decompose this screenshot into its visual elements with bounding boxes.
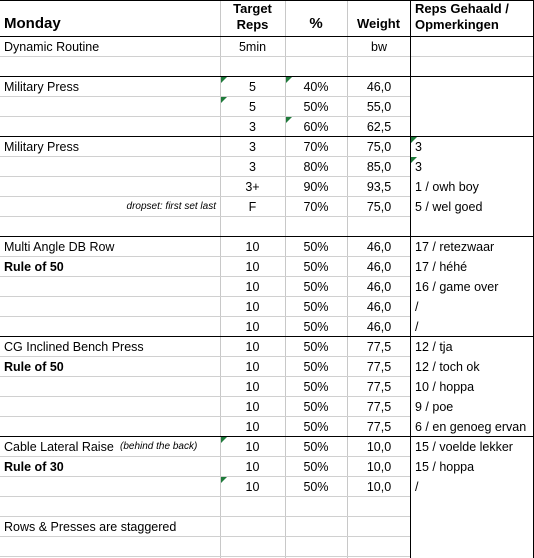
grid-hline: [0, 156, 410, 157]
percent-cell[interactable]: 50%: [303, 460, 329, 474]
note-cell[interactable]: 12 / tja: [415, 340, 453, 354]
exercise-cell[interactable]: [0, 117, 220, 137]
reps-cell[interactable]: 10: [245, 460, 260, 474]
percent-cell[interactable]: 70%: [303, 140, 329, 154]
reps-cell[interactable]: [220, 497, 285, 517]
exercise-cell[interactable]: Dynamic Routine: [4, 40, 100, 54]
grid-hline: [0, 356, 410, 357]
exercise-cell[interactable]: [0, 497, 220, 517]
weight-cell[interactable]: 55,0: [366, 100, 392, 114]
grid-hline: [0, 436, 534, 437]
grid-hline: [0, 456, 410, 457]
note-cell[interactable]: /: [415, 320, 419, 334]
reps-cell[interactable]: 10: [245, 400, 260, 414]
warm-up-merged-cell: [411, 37, 533, 136]
weight-cell[interactable]: bw: [371, 40, 387, 54]
note-cell[interactable]: [411, 217, 534, 237]
comment-marker-icon: [221, 77, 227, 83]
percent-cell[interactable]: [285, 537, 347, 557]
exercise-cell[interactable]: [0, 277, 220, 297]
exercise-cell[interactable]: [0, 217, 220, 237]
grid-hline: [0, 556, 410, 557]
target-reps-header[interactable]: Target Reps: [233, 1, 272, 32]
percent-cell[interactable]: 70%: [303, 200, 329, 214]
grid-hline: [0, 216, 410, 217]
exercise-cell[interactable]: CG Inclined Bench Press: [4, 340, 144, 354]
exercise-cell[interactable]: Military Press: [4, 80, 80, 94]
note-cell[interactable]: [411, 517, 534, 537]
reps-cell[interactable]: [220, 517, 285, 537]
exercise-cell[interactable]: Rule of 50: [4, 360, 64, 374]
note-cell[interactable]: 17 / héhé: [415, 260, 468, 274]
percent-cell[interactable]: [285, 497, 347, 517]
grid-vline: [410, 0, 411, 558]
note-cell[interactable]: 1 / owh boy: [415, 180, 479, 194]
percent-cell[interactable]: 50%: [303, 480, 329, 494]
weight-cell[interactable]: 46,0: [366, 320, 392, 334]
percent-cell[interactable]: 50%: [303, 440, 329, 454]
note-cell[interactable]: 10 / hoppa: [415, 380, 475, 394]
reps-cell[interactable]: 10: [245, 280, 260, 294]
exercise-cell[interactable]: Rule of 30: [4, 460, 64, 474]
weight-cell[interactable]: [347, 517, 411, 537]
percent-cell[interactable]: 50%: [303, 240, 329, 254]
reps-cell[interactable]: 10: [245, 440, 260, 454]
weight-cell[interactable]: 10,0: [366, 440, 392, 454]
reps-cell[interactable]: [220, 217, 285, 237]
grid-hline: [0, 496, 410, 497]
grid-hline: [0, 516, 410, 517]
exercise-cell[interactable]: Cable Lateral Raise: [4, 440, 114, 454]
comment-marker-icon: [221, 97, 227, 103]
grid-hline: [0, 0, 534, 1]
percent-cell[interactable]: 90%: [303, 180, 329, 194]
grid-hline: [0, 336, 534, 337]
note-cell[interactable]: /: [415, 480, 419, 494]
note-cell[interactable]: [411, 537, 534, 557]
reps-cell[interactable]: 10: [245, 340, 260, 354]
weight-cell[interactable]: 77,5: [366, 420, 392, 434]
weight-cell[interactable]: [347, 537, 411, 557]
percent-cell[interactable]: [285, 217, 347, 237]
grid-hline: [0, 96, 410, 97]
reps-cell[interactable]: 10: [245, 380, 260, 394]
reps-cell[interactable]: 10: [245, 320, 260, 334]
weight-cell[interactable]: 75,0: [366, 140, 392, 154]
weight-cell[interactable]: 77,5: [366, 400, 392, 414]
percent-cell[interactable]: 50%: [303, 300, 329, 314]
percent-cell[interactable]: 50%: [303, 280, 329, 294]
percent-cell[interactable]: 50%: [303, 100, 329, 114]
exercise-cell[interactable]: [0, 477, 220, 497]
weight-cell[interactable]: [347, 497, 411, 517]
percent-cell[interactable]: 40%: [303, 80, 329, 94]
exercise-cell[interactable]: [0, 417, 220, 437]
grid-hline: [0, 416, 410, 417]
percent-cell[interactable]: 50%: [303, 380, 329, 394]
reps-cell[interactable]: 3: [249, 160, 256, 174]
exercise-cell[interactable]: Military Press: [4, 140, 80, 154]
weight-header[interactable]: Weight: [356, 16, 401, 31]
grid-hline: [0, 36, 534, 37]
exercise-cell[interactable]: [0, 537, 220, 557]
exercise-cell[interactable]: [0, 397, 220, 417]
reps-cell[interactable]: [220, 57, 285, 77]
weight-cell[interactable]: 46,0: [366, 260, 392, 274]
note-cell[interactable]: 17 / retezwaar: [415, 240, 495, 254]
exercise-cell[interactable]: dropset: first set last: [126, 201, 216, 212]
weight-cell[interactable]: 46,0: [366, 240, 392, 254]
weight-cell[interactable]: 10,0: [366, 460, 392, 474]
grid-hline: [0, 276, 410, 277]
weight-cell[interactable]: 85,0: [366, 160, 392, 174]
note-cell[interactable]: [411, 497, 534, 517]
weight-cell[interactable]: 46,0: [366, 280, 392, 294]
comment-marker-icon: [286, 77, 292, 83]
percent-cell[interactable]: 50%: [303, 400, 329, 414]
percent-cell[interactable]: 50%: [303, 340, 329, 354]
reps-gehaald-header[interactable]: Reps Gehaald / Opmerkingen: [415, 1, 509, 32]
note-cell[interactable]: 3: [415, 160, 422, 174]
reps-cell[interactable]: 3+: [245, 180, 260, 194]
comment-marker-icon: [411, 157, 417, 163]
weight-cell[interactable]: [347, 217, 411, 237]
percent-cell[interactable]: [285, 37, 347, 57]
reps-cell[interactable]: 3: [249, 120, 256, 134]
grid-hline: [0, 296, 410, 297]
grid-hline: [0, 56, 410, 57]
grid-hline: [0, 316, 410, 317]
reps-cell[interactable]: 10: [245, 300, 260, 314]
exercise-cell[interactable]: [0, 297, 220, 317]
weight-cell[interactable]: 93,5: [366, 180, 392, 194]
note-cell[interactable]: 6 / en genoeg ervan: [415, 420, 527, 434]
note-cell[interactable]: 16 / game over: [415, 280, 499, 294]
reps-cell[interactable]: 5min: [238, 40, 267, 54]
percent-cell[interactable]: 50%: [303, 260, 329, 274]
grid-hline: [0, 176, 410, 177]
percent-cell[interactable]: [285, 517, 347, 537]
note-cell[interactable]: 5 / wel goed: [415, 200, 483, 214]
weight-cell[interactable]: 77,5: [366, 380, 392, 394]
exercise-cell[interactable]: [0, 377, 220, 397]
weight-cell[interactable]: 77,5: [366, 340, 392, 354]
percent-cell[interactable]: [285, 57, 347, 77]
exercise-cell[interactable]: [0, 97, 220, 117]
reps-cell[interactable]: 5: [249, 100, 256, 114]
exercise-note: (behind the back): [120, 441, 198, 452]
grid-vline: [285, 0, 286, 558]
note-cell[interactable]: 9 / poe: [415, 400, 454, 414]
weight-cell[interactable]: 46,0: [366, 300, 392, 314]
note-cell[interactable]: 3: [415, 140, 422, 154]
weight-cell[interactable]: 77,5: [366, 360, 392, 374]
grid-hline: [0, 476, 410, 477]
reps-cell[interactable]: 10: [245, 260, 260, 274]
note-cell[interactable]: 15 / hoppa: [415, 460, 475, 474]
grid-hline: [411, 56, 533, 57]
reps-cell[interactable]: 3: [249, 140, 256, 154]
grid-hline: [0, 116, 410, 117]
reps-cell[interactable]: 10: [245, 240, 260, 254]
grid-hline: [0, 76, 534, 77]
note-cell[interactable]: 15 / voelde lekker: [415, 440, 513, 454]
reps-cell[interactable]: [220, 537, 285, 557]
day-header[interactable]: Monday: [4, 15, 61, 32]
exercise-cell[interactable]: Rows & Presses are staggered: [4, 520, 177, 534]
percent-cell[interactable]: 50%: [303, 320, 329, 334]
weight-cell[interactable]: 75,0: [366, 200, 392, 214]
grid-vline: [347, 0, 348, 558]
grid-hline: [0, 256, 410, 257]
percent-cell[interactable]: 60%: [303, 120, 329, 134]
exercise-cell[interactable]: [0, 57, 220, 77]
percent-header[interactable]: %: [309, 15, 323, 32]
percent-cell[interactable]: 50%: [303, 420, 329, 434]
note-cell[interactable]: 12 / toch ok: [415, 360, 480, 374]
exercise-cell[interactable]: [0, 177, 220, 197]
comment-marker-icon: [221, 477, 227, 483]
percent-cell[interactable]: 80%: [303, 160, 329, 174]
weight-cell[interactable]: [347, 57, 411, 77]
comment-marker-icon: [411, 137, 417, 143]
weight-cell[interactable]: 62,5: [366, 120, 392, 134]
exercise-cell[interactable]: Multi Angle DB Row: [4, 240, 115, 254]
grid-hline: [0, 396, 410, 397]
reps-cell[interactable]: F: [248, 200, 257, 214]
weight-cell[interactable]: 46,0: [366, 80, 392, 94]
comment-marker-icon: [286, 117, 292, 123]
weight-cell[interactable]: 10,0: [366, 480, 392, 494]
reps-cell[interactable]: 10: [245, 360, 260, 374]
grid-hline: [0, 236, 534, 237]
grid-hline: [0, 376, 410, 377]
grid-vline: [220, 0, 221, 558]
comment-marker-icon: [221, 437, 227, 443]
reps-cell[interactable]: 5: [249, 80, 256, 94]
grid-hline: [0, 536, 410, 537]
exercise-cell[interactable]: [0, 157, 220, 177]
exercise-cell[interactable]: Rule of 50: [4, 260, 64, 274]
percent-cell[interactable]: 50%: [303, 360, 329, 374]
reps-cell[interactable]: 10: [245, 420, 260, 434]
note-cell[interactable]: /: [415, 300, 419, 314]
exercise-cell[interactable]: [0, 317, 220, 337]
reps-cell[interactable]: 10: [245, 480, 260, 494]
grid-hline: [0, 136, 534, 137]
grid-hline: [0, 196, 410, 197]
